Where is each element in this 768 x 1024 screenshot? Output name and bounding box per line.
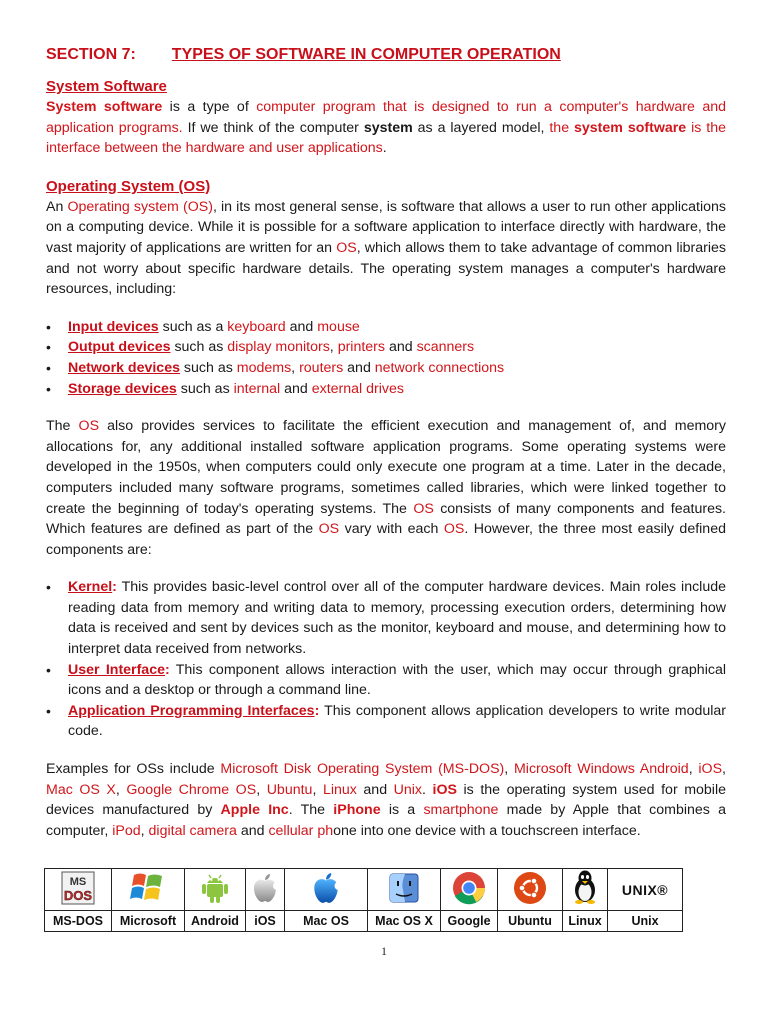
logo-row — [45, 869, 683, 911]
logo-label: Linux — [563, 911, 608, 932]
link-os[interactable]: OS — [413, 500, 434, 517]
text-span: . — [422, 781, 433, 798]
link-storage-devices[interactable]: Storage devices — [68, 380, 177, 397]
link-scanners[interactable]: scanners — [416, 339, 475, 356]
logo-label: Mac OS X — [368, 911, 441, 932]
text-span: This component allows interaction with the user, which may occur through graphical icons and a desktop or through a command line. — [68, 661, 726, 699]
link-output-devices[interactable]: Output devices — [68, 339, 171, 356]
finder-face-icon — [388, 870, 420, 906]
page-number: 1 — [381, 944, 387, 958]
unix-logo-icon: UNIX® — [621, 881, 669, 898]
text-span: , — [291, 359, 300, 376]
text-span: This component allows application developers to write modular code. — [68, 702, 727, 740]
link-ipod[interactable]: iPod — [112, 822, 141, 839]
text-span: : — [112, 579, 117, 596]
os-examples-paragraph — [46, 759, 726, 841]
link-mac-os-x[interactable]: Mac OS X — [46, 781, 116, 798]
ms-dos-logo-icon — [61, 870, 95, 906]
text-span: vary with each — [339, 521, 444, 538]
text-span: and — [343, 359, 375, 376]
link-application-programming-interfaces[interactable]: Application Programming Interfaces — [68, 702, 315, 719]
section-heading — [46, 44, 726, 66]
link-os[interactable]: OS — [318, 521, 340, 538]
list-item — [46, 660, 726, 701]
link-cellular-phone[interactable]: cellular ph — [268, 822, 334, 839]
list-item — [46, 701, 726, 742]
list-item — [46, 337, 726, 358]
text-span: . The — [288, 802, 334, 819]
text-span: iOS — [432, 781, 457, 798]
logo-label: Mac OS — [285, 911, 368, 932]
text-span: : — [314, 702, 320, 719]
text-span: This provides basic-level control over all of the computer hardware devices. Main roles include reading data from memory and writing data to memory, processing execution orders, determining how data is received and sent by devices such as the monitor, keyboard and mouse, and determining how to interpret data received from networks. — [68, 579, 726, 658]
link-operating-system[interactable]: Operating system (OS) — [67, 198, 213, 215]
link-ms-dos[interactable]: Microsoft Disk Operating System (MS-DOS) — [220, 761, 505, 778]
text-span: and — [280, 380, 312, 397]
link-routers[interactable]: routers — [299, 359, 344, 376]
page-content — [46, 44, 726, 841]
link-external-drives[interactable]: external drives — [311, 380, 404, 397]
text-span: such as — [176, 380, 234, 397]
logo-label: MS-DOS — [45, 911, 112, 932]
text-span: is the interface between the hardware and user applications — [46, 119, 727, 157]
text-span: is a — [380, 802, 424, 819]
text-span: is the operating system used for mobile devices manufactured by — [46, 781, 727, 819]
link-kernel[interactable]: Kernel — [68, 579, 113, 596]
os-intro-paragraph — [46, 197, 726, 300]
text-span: one into one device with a touchscreen interface. — [333, 822, 641, 839]
list-item — [46, 577, 726, 659]
os-logo-table — [44, 868, 683, 932]
link-google-chrome-os[interactable]: Google Chrome OS — [126, 781, 257, 798]
text-span: iPhone — [333, 802, 381, 819]
logo-label: Unix — [608, 911, 683, 932]
text-span: , — [256, 781, 267, 798]
logo-label: Microsoft — [112, 911, 185, 932]
list-item — [46, 358, 726, 379]
text-span: . — [382, 140, 387, 157]
text-span: An — [46, 198, 68, 215]
link-mouse[interactable]: mouse — [317, 318, 360, 335]
logo-label: Google — [441, 911, 498, 932]
text-span: such as — [170, 339, 228, 356]
text-span: System software — [46, 99, 163, 115]
text-span: and — [236, 822, 269, 839]
text-span: such as — [179, 359, 237, 376]
link-network-devices[interactable]: Network devices — [68, 359, 180, 376]
link-computer-program[interactable]: computer program that is designed to run a computer's hardware and application programs. — [46, 99, 726, 136]
apple-silver-icon — [251, 870, 279, 906]
text-span: system — [363, 119, 413, 136]
os-services-paragraph — [46, 416, 726, 560]
logo-label: iOS — [246, 911, 285, 932]
text-span: , — [115, 781, 127, 798]
label-row — [45, 911, 683, 932]
link-keyboard[interactable]: keyboard — [227, 318, 286, 335]
android-icon — [200, 870, 230, 906]
operating-system-heading: Operating System (OS) — [46, 177, 211, 195]
text-span: , which allows them to take advantage of common libraries and not worry about specific hardware details. The operating system manages a computer's hardware resources, including: — [46, 239, 726, 298]
logo-label: Ubuntu — [498, 911, 563, 932]
os-components-list — [46, 577, 726, 742]
text-span: made by Apple that combines a computer, — [46, 802, 726, 839]
system-software-paragraph — [46, 97, 726, 159]
text-span: as a layered model, — [412, 119, 550, 136]
text-span: , — [688, 761, 699, 778]
text-span: If we think of the computer — [182, 119, 364, 136]
logo-cell — [608, 869, 683, 911]
text-span: , — [140, 822, 149, 839]
text-span: Apple Inc — [220, 802, 289, 819]
link-os[interactable]: OS — [336, 239, 357, 256]
logo-cell — [246, 869, 285, 911]
system-software-heading: System Software — [46, 78, 167, 95]
section-title: TYPES OF SOFTWARE IN COMPUTER OPERATION — [171, 46, 561, 63]
text-span: , — [312, 781, 323, 798]
link-digital-camera[interactable]: digital camera — [148, 822, 237, 839]
svg-text:MS: MS — [69, 875, 87, 888]
chrome-icon — [452, 870, 486, 906]
ubuntu-icon — [513, 870, 547, 906]
link-smartphone[interactable]: smartphone — [423, 802, 499, 819]
text-span: is a type of — [162, 99, 257, 115]
link-microsoft-windows-android[interactable]: Microsoft Windows Android — [513, 761, 689, 778]
text-span: and — [285, 318, 318, 335]
logo-label: Android — [185, 911, 246, 932]
text-span: , — [504, 761, 514, 778]
section-number: SECTION 7: — [46, 46, 136, 63]
list-item — [46, 317, 726, 338]
windows-flag-icon — [128, 869, 168, 905]
hardware-resources-list — [46, 317, 726, 399]
text-span: , in its most general sense, is software that allows a user to run other applications on a computing device. While it is possible for a software application to interface directly with hardware, the vast majority of applications are written for an — [46, 198, 726, 256]
text-span: , — [722, 761, 726, 778]
text-span: , — [329, 339, 338, 356]
link-network-connections[interactable]: network connections — [374, 359, 505, 376]
logo-cell — [498, 869, 563, 911]
link-os[interactable]: OS — [78, 418, 100, 435]
link-ios[interactable]: iOS — [698, 761, 723, 778]
apple-blue-icon — [311, 870, 341, 906]
link-modems[interactable]: modems — [236, 359, 292, 376]
link-input-devices[interactable]: Input devices — [68, 318, 159, 335]
text-span: such as a — [158, 318, 228, 335]
link-unix[interactable]: Unix — [393, 781, 423, 798]
link-os[interactable]: OS — [443, 521, 465, 538]
link-user-interface[interactable]: User Interface — [68, 661, 165, 678]
tux-penguin-icon — [571, 869, 599, 905]
logo-cell — [185, 869, 246, 911]
logo-cell — [45, 869, 112, 911]
text-span: The — [46, 418, 79, 435]
logo-cell — [112, 869, 185, 911]
link-ubuntu[interactable]: Ubuntu — [266, 781, 313, 798]
text-span: : — [164, 661, 170, 678]
logo-cell — [285, 869, 368, 911]
text-span: system software — [574, 119, 687, 136]
link-display-monitors[interactable]: display monitors — [227, 339, 330, 356]
logo-cell — [441, 869, 498, 911]
logo-cell — [563, 869, 608, 911]
link-internal[interactable]: internal — [233, 380, 281, 397]
text-span: and — [385, 339, 417, 356]
text-span: . However, the three most easily defined components are: — [46, 521, 726, 558]
svg-text:DOS: DOS — [63, 887, 93, 903]
logo-cell — [368, 869, 441, 911]
text-span: the — [549, 119, 575, 136]
link-linux[interactable]: Linux — [322, 781, 357, 798]
text-span: and — [356, 781, 394, 798]
text-span: also provides services to facilitate the efficient execution and management of, and memory allocations for, any additional installed software application programs. Some operating systems were developed in the 1950s, when computers could only execute one program at a time. Later in the decade, computers included many software programs, sometimes called libraries, which were linked together to create the beginning of today's operating systems. The — [46, 418, 726, 517]
link-printers[interactable]: printers — [337, 339, 385, 356]
list-item — [46, 379, 726, 400]
text-span: Examples for OSs include — [46, 761, 221, 778]
text-span: consists of many components and features. Which features are defined as part of the — [46, 500, 726, 538]
